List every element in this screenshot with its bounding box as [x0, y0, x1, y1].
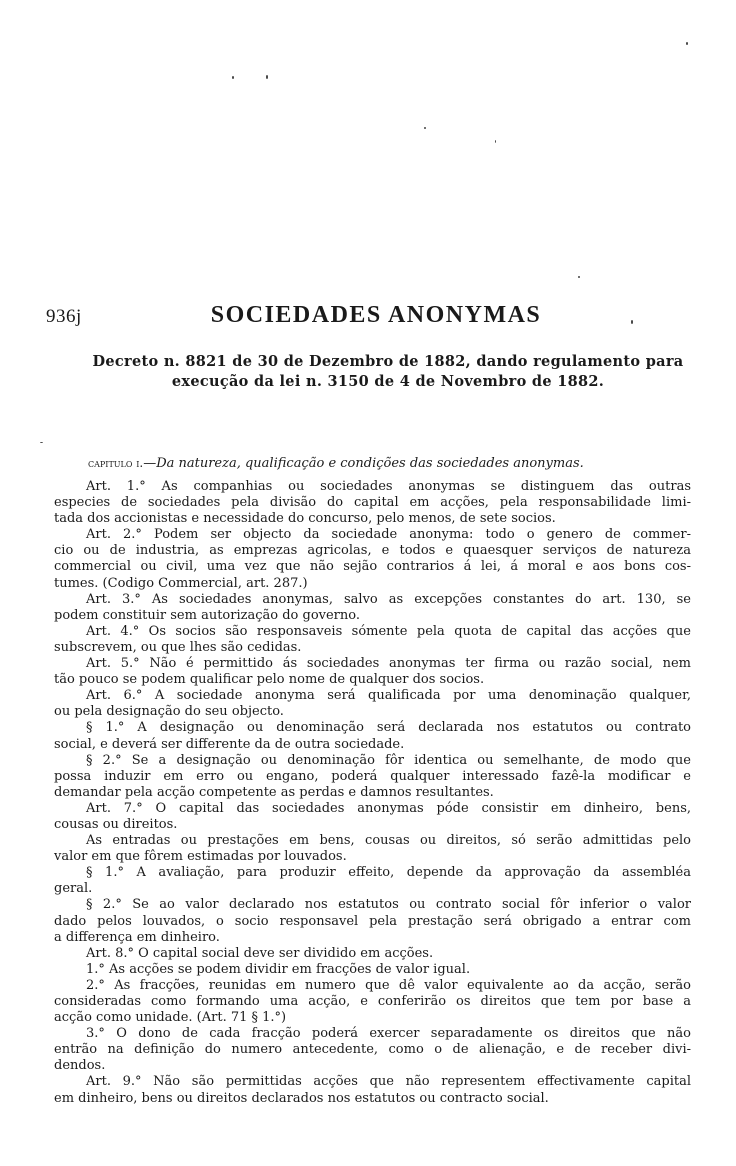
text-line: § 2.° Se ao valor declarado nos estatutos ou contrato social fôr inferior o valor — [86, 897, 691, 913]
text-line: demandar pela acção competente as perdas e damnos resultantes. — [54, 784, 494, 800]
scan-speck — [495, 140, 496, 143]
text-line: geral. — [54, 881, 93, 897]
text-line: entrão na definição do numero antecedente, como o de alienação, e de receber divi- — [54, 1042, 691, 1058]
text-line: 3.° O dono de cada fracção poderá exercer separadamente os direitos que não — [86, 1026, 691, 1042]
text-line: § 1.° A designação ou denominação será declarada nos estatutos ou contrato — [86, 720, 691, 736]
text-line: Art. 8.° O capital social deve ser dividido em acções. — [86, 945, 434, 961]
text-line: Art. 4.° Os socios são responsaveis sómente pela quota de capital das acções que — [86, 623, 691, 639]
text-line: cousas ou direitos. — [54, 816, 178, 832]
text-line: As entradas ou prestações em bens, cousas ou direitos, só serão admittidas pelo — [86, 833, 691, 849]
text-line: § 1.° A avaliação, para produzir effeito, depende da approvação da assembléa — [86, 865, 691, 881]
scan-speck — [232, 76, 234, 79]
text-line: possa induzir em erro ou engano, poderá qualquer interessado fazê-la modificar e — [54, 768, 691, 784]
text-line: tão pouco se podem qualificar pelo nome de qualquer dos socios. — [54, 672, 485, 688]
text-line: Art. 5.° Não é permittido ás sociedades anonymas ter firma ou razão social, nem — [86, 656, 691, 672]
text-line: consideradas como formando uma acção, e conferirão os direitos que tem por base a — [54, 994, 691, 1009]
body-text — [54, 479, 691, 1107]
scan-speck — [578, 276, 580, 278]
decree-heading — [88, 352, 688, 392]
text-line: ou pela designação do seu objecto. — [54, 704, 284, 720]
decree-heading-line-1: Decreto n. 8821 de 30 de Dezembro de 1882, dando regulamento para — [92, 353, 684, 370]
text-line: commercial ou civil, uma vez que não sejão contrarios á lei, á moral e aos bons cos- — [54, 559, 691, 575]
text-line: Art. 3.° As sociedades anonymas, salvo as excepções constantes do art. 130, se — [86, 591, 691, 607]
chapter-label: capitulo i. — [88, 456, 144, 470]
text-line: tumes. (Codigo Commercial, art. 287.) — [54, 575, 308, 591]
text-line: social, e deverá ser differente da de outra sociedade. — [54, 736, 405, 752]
running-title: SOCIEDADES ANONYMAS — [210, 302, 542, 328]
text-line: 2.° As fracções, reunidas em numero que dê valor equivalente ao da acção, serão — [86, 977, 691, 993]
text-line: Art. 1.° As companhias ou sociedades anonymas se distinguem das outras — [86, 479, 691, 494]
text-line: tada dos accionistas e necessidade do concurso, pelo menos, de sete socios. — [54, 511, 556, 527]
chapter-heading — [88, 456, 584, 471]
text-line: § 2.° Se a designação ou denominação fôr identica ou semelhante, de modo que — [86, 752, 691, 768]
text-line: Art. 7.° O capital das sociedades anonymas póde consistir em dinheiro, bens, — [86, 800, 691, 816]
text-line: 1.° As acções se podem dividir em fracções de valor igual. — [86, 961, 471, 977]
text-line: cio ou de industria, as emprezas agricolas, e todos e quaesquer serviços de natureza — [54, 543, 691, 559]
scan-speck — [424, 127, 426, 129]
scan-speck — [686, 42, 688, 45]
text-line: podem constituir sem autorização do governo. — [54, 607, 361, 623]
text-line: acção como unidade. (Art. 71 § 1.°) — [54, 1010, 287, 1026]
text-line: em dinheiro, bens ou direitos declarados nos estatutos ou contracto social. — [54, 1090, 549, 1106]
scan-speck — [266, 75, 268, 79]
text-line: Art. 6.° A sociedade anonyma será qualificada por uma denominação qualquer, — [86, 688, 691, 704]
text-line: Art. 9.° Não são permittidas acções que não representem effectivamente capital — [86, 1074, 691, 1090]
text-line: Art. 2.° Podem ser objecto da sociedade anonyma: todo o genero de commer- — [86, 527, 691, 543]
page-number: 936j — [46, 306, 82, 327]
text-line: valor em que fôrem estimadas por louvados. — [54, 849, 347, 865]
decree-heading-line-2: execução da lei n. 3150 de 4 de Novembro de 1882. — [171, 373, 605, 390]
text-line: a differença em dinheiro. — [54, 929, 220, 945]
chapter-title: —Da natureza, qualificação e condições das sociedades anonymas. — [143, 456, 584, 471]
text-line: subscrevem, ou que lhes são cedidas. — [54, 639, 302, 655]
text-line: dado pelos louvados, o socio responsavel pela prestação será obrigado a entrar com — [54, 913, 691, 929]
text-line: especies de sociedades pela divisão do capital em acções, pela responsabilidade limi- — [54, 495, 691, 511]
scan-speck — [40, 442, 43, 443]
text-line: dendos. — [54, 1058, 106, 1074]
